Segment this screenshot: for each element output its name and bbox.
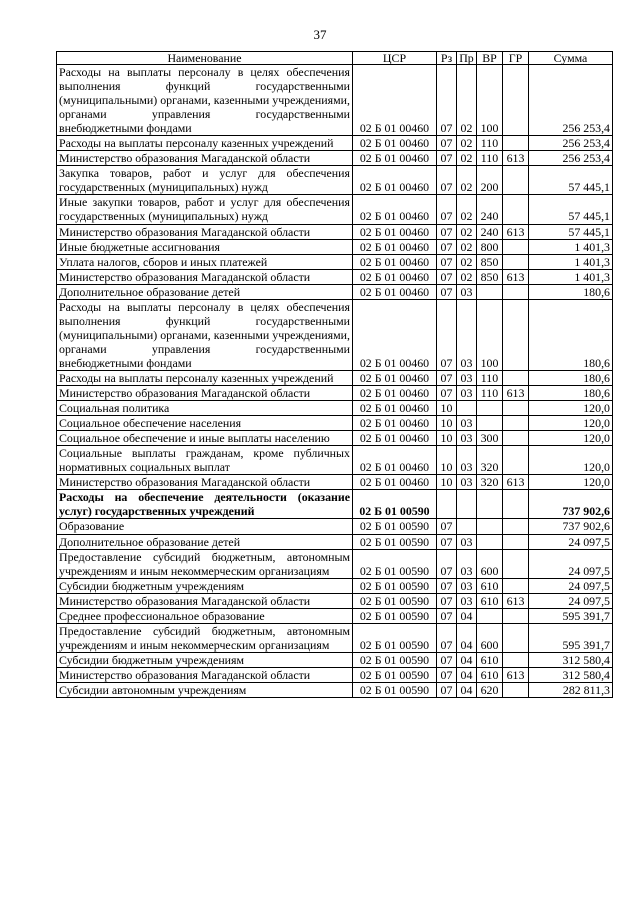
cell-rz: 07 [437, 224, 457, 239]
cell-sum: 256 253,4 [529, 65, 613, 136]
cell-gr: 613 [503, 593, 529, 608]
cell-vr: 850 [477, 254, 503, 269]
cell-name: Субсидии бюджетным учреждениям [57, 578, 353, 593]
cell-sum: 180,6 [529, 299, 613, 370]
cell-rz: 07 [437, 593, 457, 608]
cell-gr [503, 136, 529, 151]
cell-vr: 320 [477, 446, 503, 475]
cell-name: Иные закупки товаров, работ и услуг для обеспечения государственных (муниципальных) нужд [57, 195, 353, 224]
cell-rz: 10 [437, 431, 457, 446]
cell-csr: 02 Б 01 00460 [353, 151, 437, 166]
cell-vr: 610 [477, 652, 503, 667]
cell-pr [457, 490, 477, 519]
cell-vr: 240 [477, 224, 503, 239]
cell-csr: 02 Б 01 00590 [353, 534, 437, 549]
cell-rz: 07 [437, 519, 457, 534]
cell-vr [477, 284, 503, 299]
page-number: 37 [313, 27, 327, 42]
cell-pr: 04 [457, 608, 477, 623]
cell-vr: 300 [477, 431, 503, 446]
header-name: Наименование [57, 52, 353, 65]
cell-pr [457, 519, 477, 534]
table-row [57, 682, 613, 697]
cell-csr: 02 Б 01 00460 [353, 239, 437, 254]
cell-name: Министерство образования Магаданской области [57, 151, 353, 166]
cell-gr: 613 [503, 269, 529, 284]
cell-pr: 04 [457, 623, 477, 652]
cell-sum: 120,0 [529, 446, 613, 475]
cell-pr: 03 [457, 370, 477, 385]
cell-gr [503, 284, 529, 299]
cell-sum: 595 391,7 [529, 623, 613, 652]
cell-rz: 07 [437, 299, 457, 370]
cell-name: Дополнительное образование детей [57, 534, 353, 549]
cell-sum: 180,6 [529, 370, 613, 385]
cell-pr: 02 [457, 224, 477, 239]
table-row [57, 166, 613, 195]
cell-sum: 120,0 [529, 416, 613, 431]
cell-sum: 737 902,6 [529, 519, 613, 534]
header-sum: Сумма [529, 52, 613, 65]
cell-gr [503, 549, 529, 578]
cell-rz: 07 [437, 136, 457, 151]
cell-csr: 02 Б 01 00590 [353, 623, 437, 652]
cell-pr: 02 [457, 195, 477, 224]
table-row [57, 593, 613, 608]
cell-sum: 180,6 [529, 386, 613, 401]
cell-gr [503, 608, 529, 623]
cell-gr [503, 431, 529, 446]
table-row [57, 254, 613, 269]
cell-csr: 02 Б 01 00460 [353, 370, 437, 385]
cell-pr: 03 [457, 475, 477, 490]
cell-csr: 02 Б 01 00590 [353, 519, 437, 534]
cell-sum: 256 253,4 [529, 136, 613, 151]
cell-csr: 02 Б 01 00460 [353, 254, 437, 269]
table-row [57, 549, 613, 578]
cell-name: Предоставление субсидий бюджетным, автономным учреждениям и иным некоммерческим организациям [57, 623, 353, 652]
cell-name: Уплата налогов, сборов и иных платежей [57, 254, 353, 269]
table-row [57, 370, 613, 385]
cell-sum: 24 097,5 [529, 549, 613, 578]
cell-name: Закупка товаров, работ и услуг для обеспечения государственных (муниципальных) нужд [57, 166, 353, 195]
cell-csr: 02 Б 01 00590 [353, 549, 437, 578]
cell-csr: 02 Б 01 00460 [353, 136, 437, 151]
cell-csr: 02 Б 01 00460 [353, 299, 437, 370]
table-row [57, 401, 613, 416]
cell-rz: 07 [437, 682, 457, 697]
table-row [57, 151, 613, 166]
cell-csr: 02 Б 01 00590 [353, 578, 437, 593]
cell-name: Субсидии автономным учреждениям [57, 682, 353, 697]
table-row [57, 195, 613, 224]
cell-vr: 100 [477, 299, 503, 370]
header-csr: ЦСР [353, 52, 437, 65]
table-row [57, 519, 613, 534]
cell-pr: 03 [457, 299, 477, 370]
cell-csr: 02 Б 01 00460 [353, 475, 437, 490]
table-row [57, 475, 613, 490]
cell-name: Образование [57, 519, 353, 534]
cell-gr [503, 490, 529, 519]
cell-gr: 613 [503, 475, 529, 490]
cell-sum: 256 253,4 [529, 151, 613, 166]
table-row [57, 667, 613, 682]
table-row [57, 534, 613, 549]
cell-name: Министерство образования Магаданской области [57, 269, 353, 284]
cell-csr: 02 Б 01 00590 [353, 608, 437, 623]
table-row [57, 239, 613, 254]
cell-gr [503, 166, 529, 195]
cell-pr [457, 401, 477, 416]
cell-gr [503, 195, 529, 224]
table-row [57, 386, 613, 401]
table-row [57, 608, 613, 623]
cell-gr [503, 682, 529, 697]
cell-csr: 02 Б 01 00460 [353, 195, 437, 224]
cell-rz: 07 [437, 151, 457, 166]
cell-rz: 07 [437, 667, 457, 682]
cell-sum: 1 401,3 [529, 269, 613, 284]
cell-name: Расходы на обеспечение деятельности (оказание услуг) государственных учреждений [57, 490, 353, 519]
cell-rz: 07 [437, 239, 457, 254]
cell-gr: 613 [503, 151, 529, 166]
cell-rz: 07 [437, 195, 457, 224]
cell-pr: 03 [457, 534, 477, 549]
cell-name: Дополнительное образование детей [57, 284, 353, 299]
cell-vr [477, 519, 503, 534]
cell-gr: 613 [503, 386, 529, 401]
cell-pr: 02 [457, 65, 477, 136]
cell-sum: 120,0 [529, 475, 613, 490]
cell-pr: 03 [457, 416, 477, 431]
cell-sum: 120,0 [529, 431, 613, 446]
cell-vr: 240 [477, 195, 503, 224]
cell-name: Социальное обеспечение и иные выплаты населению [57, 431, 353, 446]
cell-rz: 10 [437, 401, 457, 416]
header-gr: ГР [503, 52, 529, 65]
cell-pr: 04 [457, 667, 477, 682]
cell-rz: 10 [437, 475, 457, 490]
table-row [57, 623, 613, 652]
cell-name: Расходы на выплаты персоналу казенных учреждений [57, 370, 353, 385]
cell-name: Социальная политика [57, 401, 353, 416]
cell-name: Социальные выплаты гражданам, кроме публичных нормативных социальных выплат [57, 446, 353, 475]
cell-rz: 07 [437, 623, 457, 652]
cell-csr: 02 Б 01 00460 [353, 269, 437, 284]
header-vr: ВР [477, 52, 503, 65]
cell-gr [503, 416, 529, 431]
cell-rz: 07 [437, 578, 457, 593]
cell-sum: 595 391,7 [529, 608, 613, 623]
cell-sum: 180,6 [529, 284, 613, 299]
cell-rz: 07 [437, 166, 457, 195]
cell-vr: 110 [477, 151, 503, 166]
cell-rz: 10 [437, 446, 457, 475]
cell-vr: 110 [477, 386, 503, 401]
cell-rz: 07 [437, 65, 457, 136]
cell-pr: 02 [457, 239, 477, 254]
cell-vr: 610 [477, 578, 503, 593]
cell-pr: 04 [457, 652, 477, 667]
cell-csr: 02 Б 01 00590 [353, 490, 437, 519]
cell-pr: 03 [457, 446, 477, 475]
cell-rz: 07 [437, 284, 457, 299]
cell-name: Предоставление субсидий бюджетным, автономным учреждениям и иным некоммерческим организациям [57, 549, 353, 578]
cell-csr: 02 Б 01 00460 [353, 65, 437, 136]
cell-sum: 312 580,4 [529, 667, 613, 682]
cell-rz: 07 [437, 370, 457, 385]
cell-vr: 610 [477, 593, 503, 608]
cell-vr [477, 534, 503, 549]
header-pr: Пр [457, 52, 477, 65]
cell-rz: 07 [437, 652, 457, 667]
table-header-row [57, 52, 613, 65]
cell-csr: 02 Б 01 00590 [353, 682, 437, 697]
cell-pr: 03 [457, 549, 477, 578]
cell-name: Субсидии бюджетным учреждениям [57, 652, 353, 667]
table-row [57, 136, 613, 151]
cell-gr [503, 446, 529, 475]
cell-name: Министерство образования Магаданской области [57, 475, 353, 490]
cell-pr: 02 [457, 151, 477, 166]
cell-rz: 07 [437, 549, 457, 578]
cell-rz: 07 [437, 386, 457, 401]
table-row [57, 652, 613, 667]
cell-sum: 57 445,1 [529, 195, 613, 224]
cell-sum: 24 097,5 [529, 534, 613, 549]
cell-vr: 600 [477, 623, 503, 652]
cell-gr [503, 370, 529, 385]
cell-gr [503, 401, 529, 416]
cell-vr: 110 [477, 370, 503, 385]
cell-name: Министерство образования Магаданской области [57, 386, 353, 401]
cell-name: Иные бюджетные ассигнования [57, 239, 353, 254]
cell-vr: 200 [477, 166, 503, 195]
table-row [57, 431, 613, 446]
cell-gr: 613 [503, 667, 529, 682]
cell-csr: 02 Б 01 00460 [353, 166, 437, 195]
table-row [57, 269, 613, 284]
table-row [57, 578, 613, 593]
table-row [57, 65, 613, 136]
table-row [57, 416, 613, 431]
cell-vr: 320 [477, 475, 503, 490]
table-row [57, 299, 613, 370]
cell-pr: 02 [457, 254, 477, 269]
cell-name: Среднее профессиональное образование [57, 608, 353, 623]
cell-csr: 02 Б 01 00590 [353, 652, 437, 667]
budget-table [56, 51, 613, 698]
cell-pr: 02 [457, 166, 477, 195]
cell-pr: 02 [457, 269, 477, 284]
cell-pr: 02 [457, 136, 477, 151]
cell-rz: 07 [437, 254, 457, 269]
cell-sum: 312 580,4 [529, 652, 613, 667]
cell-csr: 02 Б 01 00590 [353, 593, 437, 608]
cell-name: Министерство образования Магаданской области [57, 224, 353, 239]
cell-gr [503, 519, 529, 534]
cell-gr [503, 534, 529, 549]
cell-sum: 282 811,3 [529, 682, 613, 697]
header-rz: Рз [437, 52, 457, 65]
cell-csr: 02 Б 01 00460 [353, 446, 437, 475]
cell-pr: 03 [457, 578, 477, 593]
cell-vr [477, 401, 503, 416]
cell-pr: 03 [457, 431, 477, 446]
cell-csr: 02 Б 01 00460 [353, 416, 437, 431]
cell-vr: 600 [477, 549, 503, 578]
cell-sum: 24 097,5 [529, 593, 613, 608]
table-row [57, 224, 613, 239]
cell-csr: 02 Б 01 00460 [353, 431, 437, 446]
cell-sum: 1 401,3 [529, 254, 613, 269]
cell-gr [503, 254, 529, 269]
cell-rz [437, 490, 457, 519]
cell-sum: 120,0 [529, 401, 613, 416]
cell-pr: 03 [457, 284, 477, 299]
cell-sum: 1 401,3 [529, 239, 613, 254]
cell-gr: 613 [503, 224, 529, 239]
cell-vr: 800 [477, 239, 503, 254]
cell-vr [477, 608, 503, 623]
cell-vr [477, 490, 503, 519]
cell-vr: 610 [477, 667, 503, 682]
cell-csr: 02 Б 01 00460 [353, 386, 437, 401]
cell-csr: 02 Б 01 00460 [353, 401, 437, 416]
cell-sum: 57 445,1 [529, 224, 613, 239]
cell-csr: 02 Б 01 00590 [353, 667, 437, 682]
cell-rz: 07 [437, 534, 457, 549]
cell-gr [503, 65, 529, 136]
cell-rz: 07 [437, 608, 457, 623]
cell-csr: 02 Б 01 00460 [353, 284, 437, 299]
cell-gr [503, 652, 529, 667]
cell-name: Министерство образования Магаданской области [57, 593, 353, 608]
cell-pr: 04 [457, 682, 477, 697]
table-row [57, 446, 613, 475]
cell-vr: 850 [477, 269, 503, 284]
cell-vr: 110 [477, 136, 503, 151]
cell-vr: 620 [477, 682, 503, 697]
cell-name: Расходы на выплаты персоналу в целях обеспечения выполнения функций государственными (муниципальными) органами, казенными учреждениями, органами управления государственными внебюджетными фондами [57, 65, 353, 136]
cell-vr: 100 [477, 65, 503, 136]
cell-name: Социальное обеспечение населения [57, 416, 353, 431]
cell-name: Министерство образования Магаданской области [57, 667, 353, 682]
cell-gr [503, 623, 529, 652]
cell-sum: 57 445,1 [529, 166, 613, 195]
cell-name: Расходы на выплаты персоналу в целях обеспечения выполнения функций государственными (муниципальными) органами, казенными учреждениями, органами управления государственными внебюджетными фондами [57, 299, 353, 370]
cell-gr [503, 299, 529, 370]
cell-csr: 02 Б 01 00460 [353, 224, 437, 239]
cell-sum: 24 097,5 [529, 578, 613, 593]
cell-pr: 03 [457, 593, 477, 608]
table-row [57, 490, 613, 519]
cell-rz: 10 [437, 416, 457, 431]
cell-vr [477, 416, 503, 431]
cell-gr [503, 239, 529, 254]
cell-sum: 737 902,6 [529, 490, 613, 519]
cell-rz: 07 [437, 269, 457, 284]
cell-gr [503, 578, 529, 593]
cell-name: Расходы на выплаты персоналу казенных учреждений [57, 136, 353, 151]
table-row [57, 284, 613, 299]
cell-pr: 03 [457, 386, 477, 401]
